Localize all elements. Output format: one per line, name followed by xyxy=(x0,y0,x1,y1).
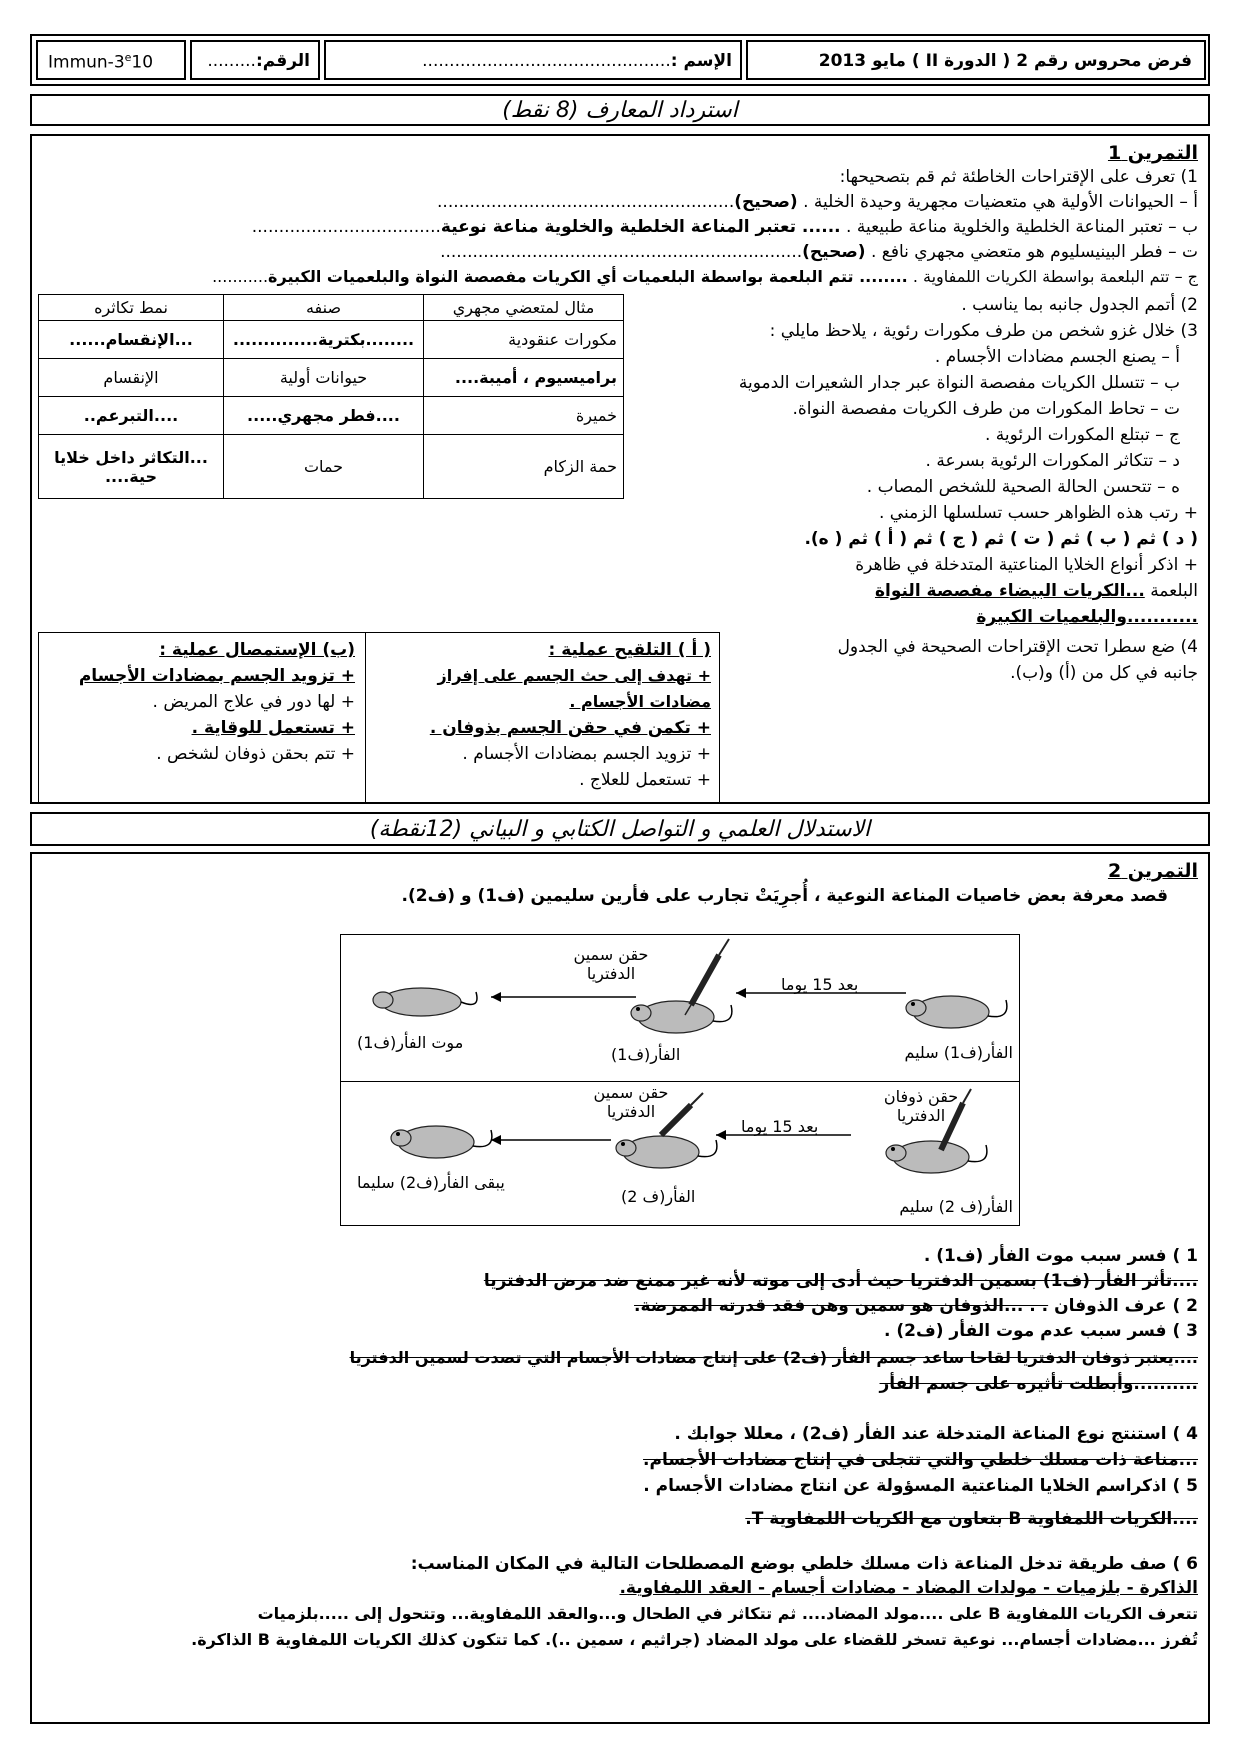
q3-item-d: د – تتكاثر المكورات الرئوية بسرعة . xyxy=(925,451,1180,471)
ex2-q5: 5 ) اذكراسم الخلايا المناعتية المسؤولة عن انتاج مضادات الأجسام . xyxy=(643,1476,1198,1496)
table-cell: مكورات عنقودية xyxy=(424,321,624,359)
ex2-q6: 6 ) صف طريقة تدخل المناعة ذات مسلك خلطي بوضع المصطلحات التالية في المكان المناسب: xyxy=(410,1554,1198,1574)
fig-r1-after: بعد 15 يوما xyxy=(781,975,859,994)
serum-item[interactable]: + لها دور في علاج المريض . xyxy=(152,692,355,712)
ex2-q2: 2 ) عرف الذوفان xyxy=(1054,1296,1198,1316)
name-label: الإسم : xyxy=(670,51,732,71)
code-sup: e xyxy=(124,51,132,64)
fig-r1-m2: الفأر(ف1) xyxy=(611,1045,681,1064)
fig-r2-inj1: حقن ذوفان الدفتريا xyxy=(883,1087,959,1125)
table-header: مثال لمتعضي مجهري xyxy=(424,295,624,321)
mouse-icon xyxy=(631,1001,732,1033)
table-cell-answer[interactable]: ...التكاثر داخل خلايا حية.... xyxy=(39,435,224,499)
ex1-q1: 1) تعرف على الإقتراحات الخاطئة ثم قم بتصحيحها: xyxy=(839,167,1198,187)
section2-title: الاستدلال العلمي و التواصل الكتابي و البياني (12نقطة) xyxy=(369,817,871,842)
ex1-q3: 3) خلال غزو شخص من طرف مكورات رئوية ، يلاحظ مايلي : xyxy=(769,321,1198,341)
ex1-item-t: ت – فطر البينيسليوم هو متعضي مجهري نافع . (صحيح)................................................................... xyxy=(440,242,1198,262)
vaccination-serum-box xyxy=(38,632,720,804)
number-cell[interactable] xyxy=(190,40,320,80)
ex2-a3[interactable]: ....يعتبر ذوفان الدفتريا لقاحا ساعد جسم الفأر (ف2) على إنتاج مضادات الأجسام التي تصدت لسمين الدفتريا xyxy=(349,1348,1198,1367)
ex2-intro: قصد معرفة بعض خاصيات المناعة النوعية ، أُجرِيَتْ تجارب على فأرين سليمين (ف1) و (ف2). xyxy=(401,886,1168,906)
ex2-q6-terms: الذاكرة - بلزميات - مولدات المضاد - مضادات أجسام - العقد اللمفاوية. xyxy=(619,1578,1198,1598)
ex2-a6b[interactable]: تُفرز ...مضادات أجسام... نوعية تسخر للقضاء على مولد المضاد (جراثيم ، سمين ..). كما تتكون كذلك الكريات اللمفاوية B الذاكرة. xyxy=(191,1630,1198,1649)
q3-order-answer: ( د ) ثم ( ب ) ثم ( ت ) ثم ( ج ) ثم ( أ ) ثم ( ه). xyxy=(804,529,1198,549)
q3-item-j: ج – تبتلع المكورات الرئوية . xyxy=(984,425,1180,445)
number-dots: ......... xyxy=(207,51,256,71)
exam-title: فرض محروس رقم 2 ( الدورة II ) مايو 2013 xyxy=(818,51,1192,71)
ex2-a4[interactable]: ...مناعة ذات مسلك خلطي والتي تتجلى في إنتاج مضادات الأجسام. xyxy=(643,1450,1198,1470)
fig-r2-after: بعد 15 يوما xyxy=(741,1117,819,1136)
exercise1-box xyxy=(30,134,1210,804)
table-cell: الإنقسام xyxy=(39,359,224,397)
q3-cells-2: البلعمة xyxy=(1150,581,1198,601)
serum-panel xyxy=(39,633,363,771)
table-cell: حيوانات أولية xyxy=(224,359,424,397)
table-row xyxy=(39,359,624,397)
ex2-a3b[interactable]: ..........وأبطلت تأثيره على جسم الفأر xyxy=(879,1374,1198,1394)
serum-title: (ب) الإستمصال عملية : xyxy=(159,640,355,660)
table-cell: خميرة xyxy=(424,397,624,435)
code-text: Immun-3 xyxy=(48,52,125,73)
ex2-a6[interactable]: تتعرف الكريات اللمفاوية B على ....مولد المضاد.... ثم تتكاثر في الطحال و...والعقد اللمفاوية... وتتحول إلى .....بلزميات xyxy=(257,1604,1198,1623)
fig-r2-m1: الفأر(ف 2) سليم xyxy=(899,1197,1013,1216)
fig-r1-m3: موت الفأر(ف1) xyxy=(357,1033,464,1052)
table-cell-answer[interactable]: ....التبرعم.. xyxy=(39,397,224,435)
ex2-q3: 3 ) فسر سبب عدم موت الفأر (ف2) . xyxy=(884,1321,1198,1341)
title-cell xyxy=(746,40,1206,80)
ex2-a2[interactable]: . . ...الذوفان هو سمين وهن فقد قدرته الممرضة. xyxy=(634,1296,1049,1316)
dead-mouse-icon xyxy=(373,988,477,1016)
q3-cells-ans1: ...الكريات البيضاء مفصصة النواة xyxy=(874,581,1145,601)
vaccination-item[interactable]: + تزويد الجسم بمضادات الأجسام . xyxy=(462,744,711,764)
vaccination-item[interactable]: + تستعمل للعلاج . xyxy=(579,770,711,790)
ex1-q4-2: جانبه في كل من (أ) و(ب). xyxy=(1010,663,1198,683)
number-label: الرقم: xyxy=(255,51,310,71)
ex1-q4: 4) ضع سطرا تحت الإقتراحات الصحيحة في الجدول xyxy=(837,637,1198,657)
table-header-row xyxy=(39,295,624,321)
ex1-title: التمرين 1 xyxy=(1107,142,1198,164)
fig-r2-m3: يبقى الفأر(ف2) سليما xyxy=(357,1173,505,1192)
ex2-a5[interactable]: ....الكريات اللمفاوية B بتعاون مع الكريات اللمفاوية T. xyxy=(745,1509,1198,1529)
table-row xyxy=(39,435,624,499)
section1-title: استرداد المعارف (8 نقط) xyxy=(502,98,738,123)
q3-item-b: ب – تتسلل الكريات مفصصة النواة عبر جدار الشعيرات الدموية xyxy=(738,373,1180,393)
mouse-icon xyxy=(616,1136,717,1168)
table-cell: حمة الزكام xyxy=(424,435,624,499)
table-cell-answer[interactable]: براميسيوم ، أميبة.... xyxy=(424,359,624,397)
experiment-figure xyxy=(340,934,1020,1226)
q3-cells-ans2: ...........والبلعميات الكبيرة xyxy=(976,607,1198,627)
serum-item[interactable]: + تتم بحقن ذوفان لشخص . xyxy=(156,744,355,764)
ex2-title: التمرين 2 xyxy=(1107,860,1198,882)
q3-cells: + اذكر أنواع الخلايا المناعتية المتدخلة في ظاهرة xyxy=(855,555,1198,575)
mouse-icon xyxy=(906,996,1007,1028)
exam-page xyxy=(30,34,1210,1724)
vaccination-panel xyxy=(365,633,719,802)
header-bar xyxy=(30,34,1210,86)
fig-r1-m1: الفأر(ف1) سليم xyxy=(904,1043,1013,1062)
syringe-icon xyxy=(685,939,729,1015)
serum-item[interactable]: + تزويد الجسم بمضادات الأجسام xyxy=(78,666,355,686)
table-row xyxy=(39,321,624,359)
q3-item-t: ت – تحاط المكورات من طرف الكريات مفصصة النواة. xyxy=(792,399,1180,419)
table-header: نمط تكاثره xyxy=(39,295,224,321)
ex2-q4: 4 ) استنتج نوع المناعة المتدخلة عند الفأر (ف2) ، معللا جوابك . xyxy=(674,1424,1198,1444)
fig-r1-inj: حقن سمين الدفتريا xyxy=(573,945,649,983)
vaccination-item[interactable]: + تكمن في حقن الجسم بذوفان . xyxy=(429,718,711,738)
section2-banner xyxy=(30,812,1210,846)
ex2-q1: 1 ) فسر سبب موت الفأر (ف1) . xyxy=(923,1246,1198,1266)
name-dots: .............................................. xyxy=(422,51,671,71)
table-cell-answer[interactable]: ........بكترية.............. xyxy=(224,321,424,359)
table-cell-answer[interactable]: ....فطر مجهري..... xyxy=(224,397,424,435)
code-cell xyxy=(36,40,186,80)
table-cell-answer[interactable]: ...الإنقسام...... xyxy=(39,321,224,359)
q3-item-h: ه – تتحسن الحالة الصحية للشخص المصاب . xyxy=(866,477,1180,497)
vaccination-title: ( أ ) التلقيح عملية : xyxy=(548,640,711,660)
fig-r2-m2: الفأر(ف 2) xyxy=(621,1187,696,1206)
ex2-a1[interactable]: ....تأثر الفأر (ف1) بسمين الدفتريا حيث أدى إلى موته لأنه غير ممنع ضد مرض الدفتريا xyxy=(483,1271,1198,1291)
mouse-icon xyxy=(886,1141,987,1173)
section1-banner xyxy=(30,94,1210,126)
name-cell[interactable] xyxy=(324,40,742,80)
table-header: صنفه xyxy=(224,295,424,321)
ex1-item-a: أ – الحيوانات الأولية هي متعضيات مجهرية وحيدة الخلية . (صحيح)....................................................... xyxy=(437,192,1198,212)
serum-item[interactable]: + تستعمل للوقاية . xyxy=(191,718,355,738)
q3-item-a: أ – يصنع الجسم مضادات الأجسام . xyxy=(934,347,1180,367)
fig-r2-inj2: حقن سمين الدفتريا xyxy=(593,1083,669,1121)
table-row xyxy=(39,397,624,435)
microbe-table xyxy=(38,294,624,499)
ex1-right-column xyxy=(638,292,1198,686)
mouse-icon xyxy=(391,1126,492,1158)
ex1-item-b: ب – تعتبر المناعة الخلطية والخلوية مناعة طبيعية . ...... تعتبر المناعة الخلطية والخلوية مناعة نوعية................................... xyxy=(251,217,1198,237)
exercise2-box xyxy=(30,852,1210,1724)
vaccination-item[interactable]: + تهدف إلى حث الجسم على إفراز مضادات الأجسام . xyxy=(437,666,711,711)
code-num: 10 xyxy=(131,52,154,73)
ex1-item-j: ج – تتم البلعمة بواسطة الكريات اللمفاوية . ........ تتم البلعمة بواسطة البلعميات أي الكريات مفصصة النواة والبلعميات الكبيرة........... xyxy=(212,267,1198,286)
q3-order: + رتب هذه الظواهر حسب تسلسلها الزمني . xyxy=(879,503,1198,523)
table-cell: حمات xyxy=(224,435,424,499)
ex1-q2: 2) أتمم الجدول جانبه بما يناسب . xyxy=(961,295,1198,315)
